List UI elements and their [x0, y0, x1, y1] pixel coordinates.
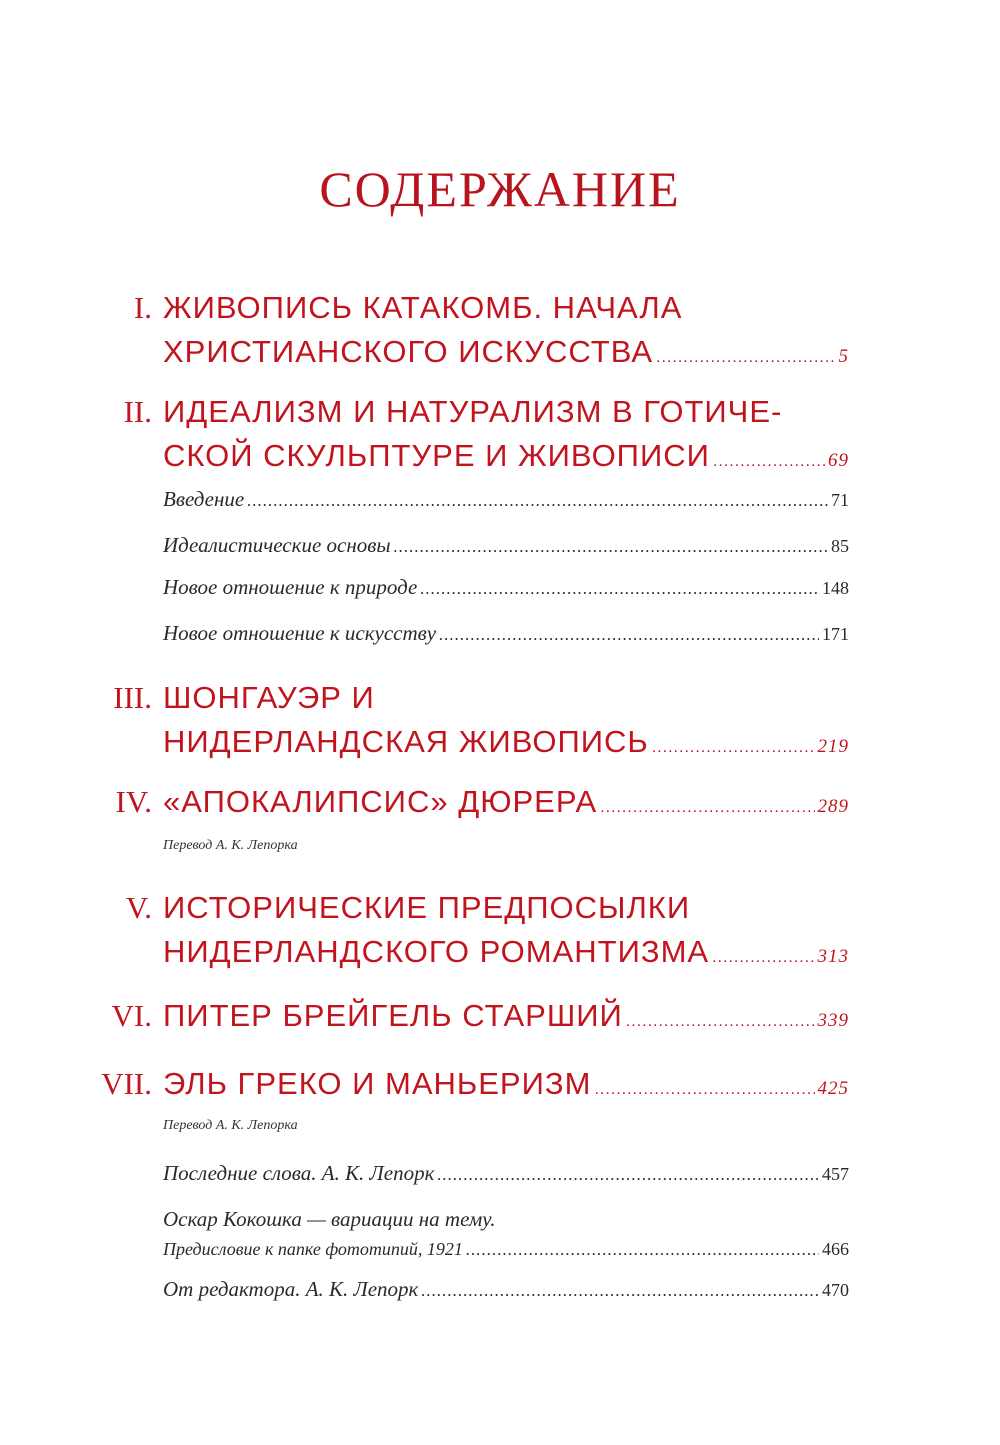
page-number: 71 [831, 490, 849, 510]
appendix-title: Оскар Кокошка — вариации на тему. [163, 1207, 496, 1231]
chapter-title-line: ЭЛЬ ГРЕКО И МАНЬЕРИЗМ [163, 1066, 592, 1101]
leader-dots [247, 486, 828, 516]
chapter-title-line: СКОЙ СКУЛЬПТУРЕ И ЖИВОПИСИ [163, 438, 710, 473]
leader-dots [652, 726, 815, 770]
leader-dots [421, 1276, 819, 1306]
chapter-number: VI. [111, 998, 152, 1033]
leader-dots [437, 1160, 819, 1190]
leader-dots [713, 440, 825, 484]
leader-dots [656, 336, 835, 380]
toc-section[interactable]: Идеалистические основы ..... 85 [163, 530, 849, 562]
chapter-number: VII. [101, 1066, 152, 1101]
chapter-title-line: ИДЕАЛИЗМ И НАТУРАЛИЗМ В ГОТИЧЕ- [163, 394, 783, 429]
page-number: 339 [817, 1010, 849, 1031]
page-number: 69 [828, 450, 849, 471]
page-number: 457 [822, 1164, 849, 1184]
page-number: 466 [822, 1239, 849, 1259]
chapter-title-line: ХРИСТИАНСКОГО ИСКУССТВА [163, 334, 654, 369]
toc-appendix-item[interactable] [163, 1204, 849, 1265]
translator-credit: Перевод А. К. Лепорка [163, 1118, 298, 1133]
leader-dots [466, 1235, 819, 1265]
page-number: 171 [822, 624, 849, 644]
chapter-title-line: «АПОКАЛИПСИС» ДЮРЕРА [163, 784, 598, 819]
page-number: 148 [822, 578, 849, 598]
page-number: 470 [822, 1280, 849, 1300]
translator-credit: Перевод А. К. Лепорка [163, 838, 298, 853]
toc-appendix-item[interactable]: Последние слова. А. К. Лепорк ..... 457 [163, 1158, 849, 1190]
chapter-number: V. [125, 890, 152, 925]
appendix-subtitle: Предисловие к папке фототипий, 1921 [163, 1239, 463, 1259]
toc-section[interactable]: Введение ..... 71 [163, 484, 849, 516]
page-number: 313 [817, 946, 849, 967]
page-title: СОДЕРЖАНИЕ [319, 161, 681, 217]
page-number: 219 [817, 736, 849, 757]
chapter-title-line: ШОНГАУЭР И [163, 680, 375, 715]
leader-dots [420, 574, 819, 604]
chapter-title-line: ЖИВОПИСЬ КАТАКОМБ. НАЧАЛА [163, 290, 683, 325]
toc-section[interactable]: Новое отношение к искусству ..... 171 [163, 618, 849, 650]
page-number: 289 [817, 796, 849, 817]
chapter-title-line: ПИТЕР БРЕЙГЕЛЬ СТАРШИЙ [163, 998, 623, 1033]
chapter-title-line: НИДЕРЛАНДСКАЯ ЖИВОПИСЬ [163, 724, 649, 759]
chapter-title-line: НИДЕРЛАНДСКОГО РОМАНТИЗМА [163, 934, 710, 969]
leader-dots [439, 620, 819, 650]
toc-appendix-item[interactable]: От редактора. А. К. Лепорк ..... 470 [163, 1274, 849, 1306]
leader-dots [394, 532, 828, 562]
toc-section[interactable]: Новое отношение к природе ..... 148 [163, 572, 849, 604]
chapter-title-line: ИСТОРИЧЕСКИЕ ПРЕДПОСЫЛКИ [163, 890, 691, 925]
leader-dots [712, 936, 814, 980]
page-number: 85 [831, 536, 849, 556]
chapter-number: III. [113, 680, 152, 715]
leader-dots [600, 786, 814, 830]
chapter-number: IV. [115, 784, 152, 819]
leader-dots [626, 1000, 815, 1044]
chapter-number: II. [123, 394, 152, 429]
chapter-number: I. [133, 290, 152, 325]
leader-dots [594, 1068, 814, 1112]
page-number: 425 [817, 1078, 849, 1099]
page-number: 5 [838, 346, 849, 367]
